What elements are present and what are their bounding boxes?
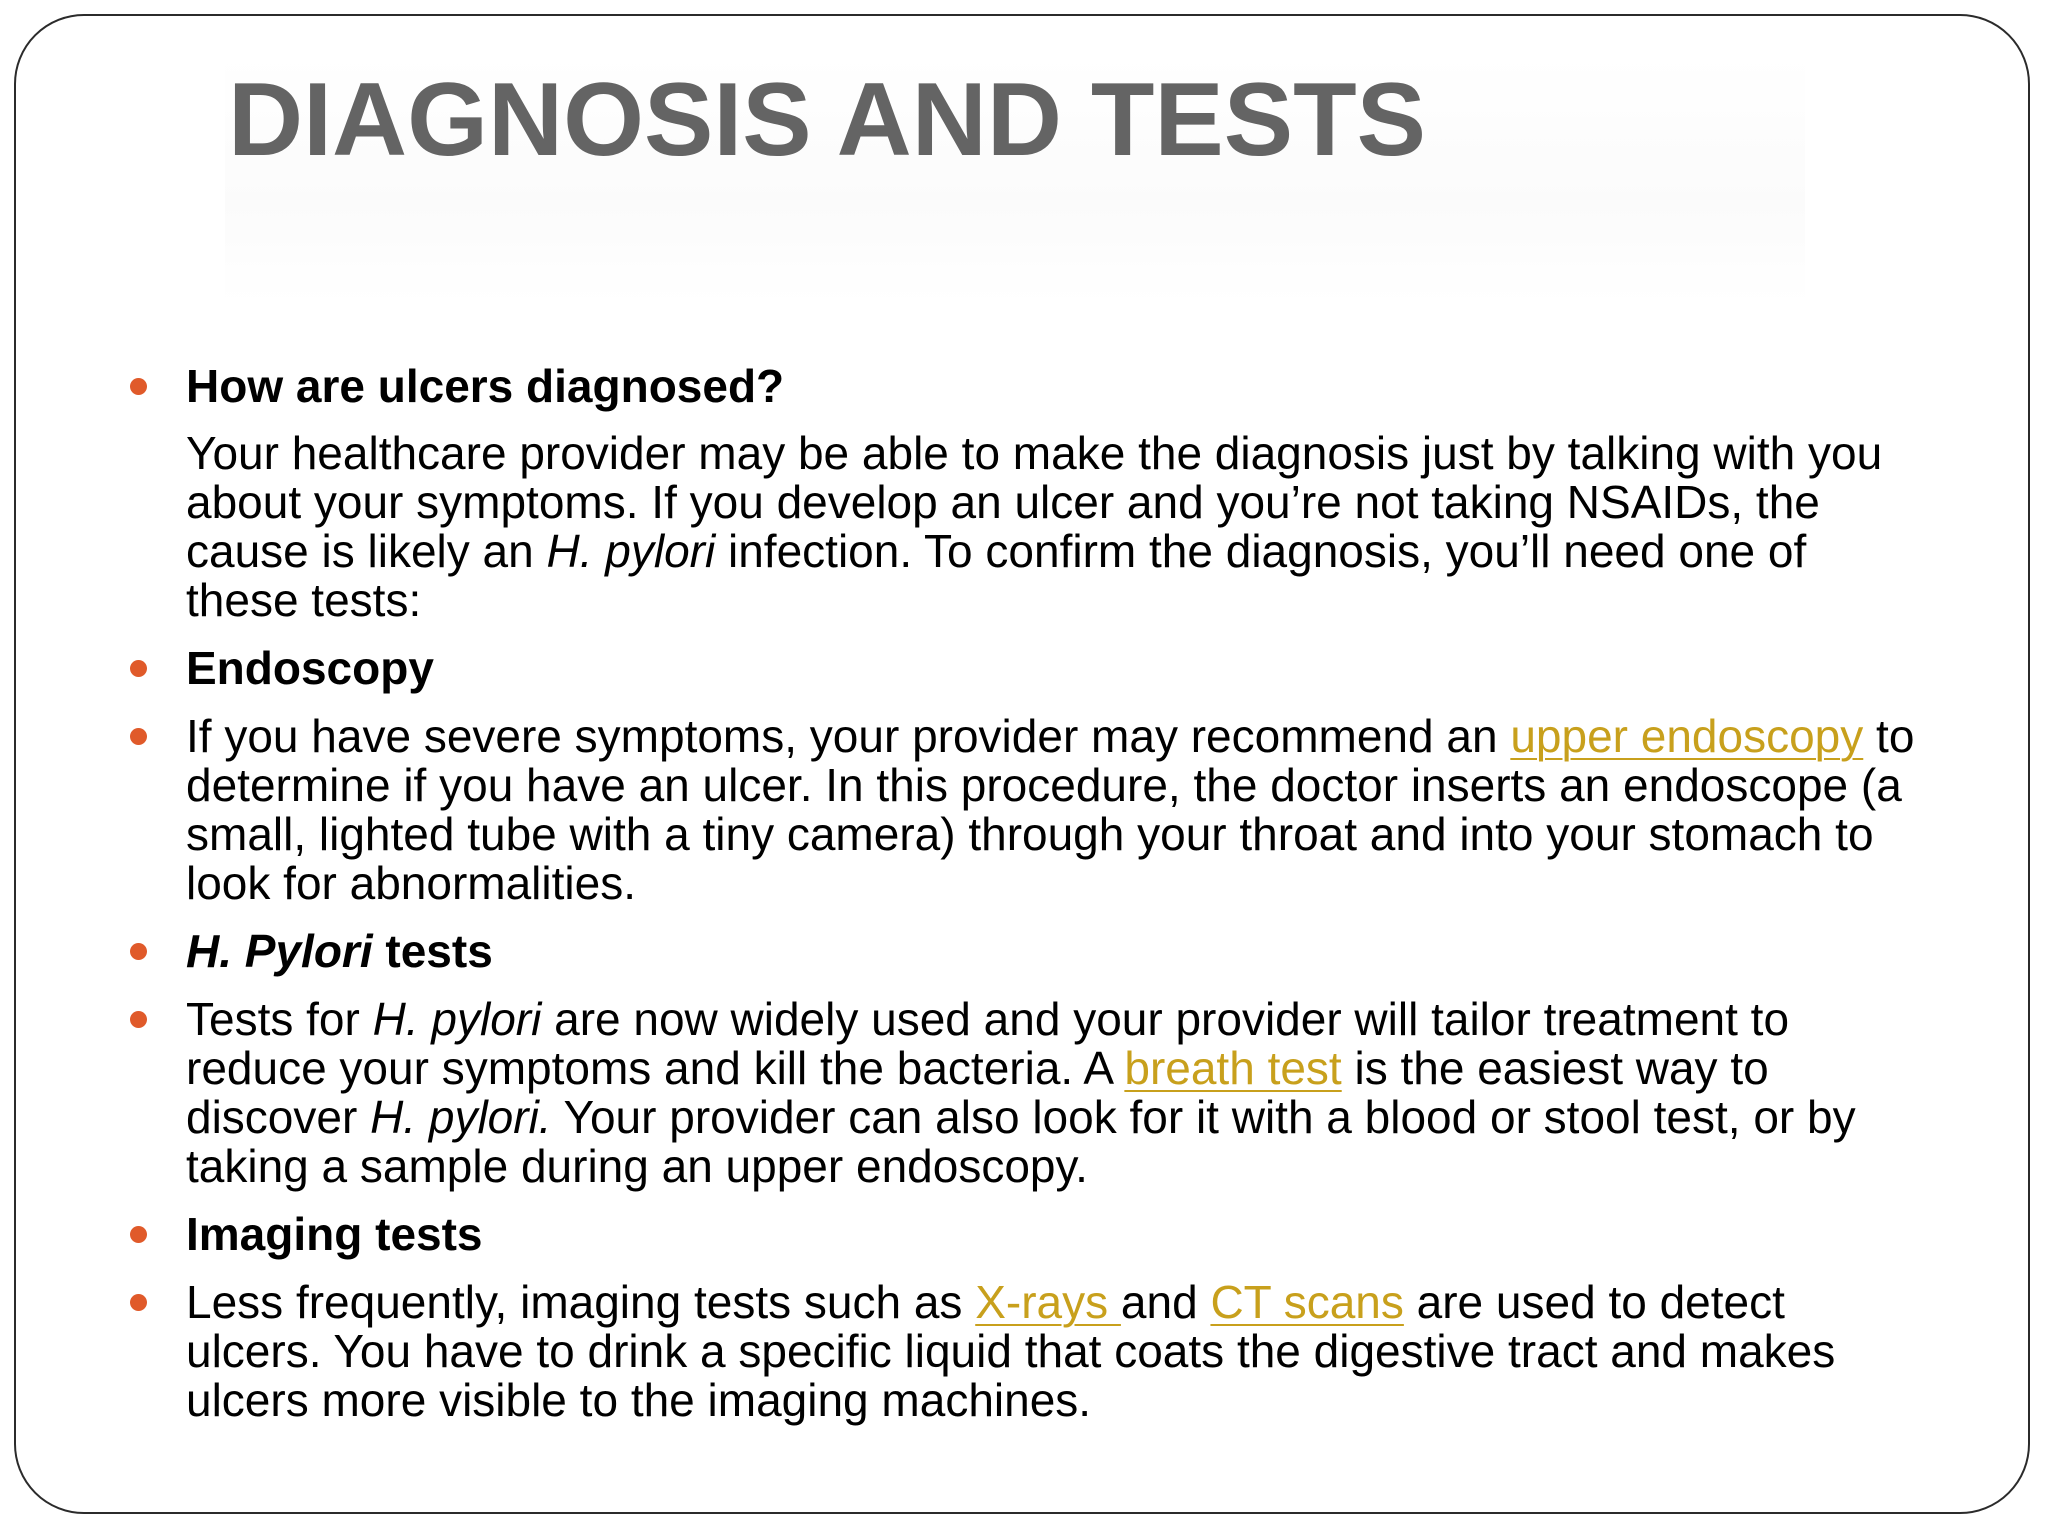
- slide-content: [128, 362, 1928, 1425]
- slide-title: DIAGNOSIS AND TESTS: [228, 62, 1427, 178]
- hpylori-text-1: Tests for: [186, 993, 373, 1045]
- heading-hpylori-em: H. Pylori: [186, 925, 373, 977]
- upper-endoscopy-link[interactable]: upper endoscopy: [1510, 710, 1864, 762]
- heading-how-diagnosed: How are ulcers diagnosed?: [186, 360, 785, 412]
- hpylori-text-3: is the easiest way to discover: [186, 1042, 1769, 1143]
- bullet-imaging-text: [128, 1278, 1928, 1425]
- ct-scans-link[interactable]: CT scans: [1210, 1276, 1404, 1328]
- x-rays-link[interactable]: X-rays: [975, 1276, 1121, 1328]
- heading-endoscopy: Endoscopy: [186, 642, 434, 694]
- hpylori-text-2: are now widely used and your provider will tailor treatment to reduce your symptoms and kill the bacteria. A: [186, 993, 1790, 1094]
- bullet-endoscopy-heading: [128, 644, 1928, 693]
- breath-test-link[interactable]: breath test: [1124, 1042, 1342, 1094]
- heading-imaging-tests: Imaging tests: [186, 1208, 483, 1260]
- bullet-hpylori-text: [128, 995, 1928, 1191]
- imaging-text-3: are used to detect ulcers. You have to drink a specific liquid that coats the digestive tract and makes ulcers more visible to the imaging machines.: [186, 1276, 1836, 1426]
- hpylori-em-2: H. pylori.: [370, 1091, 552, 1143]
- imaging-text-1: Less frequently, imaging tests such as: [186, 1276, 976, 1328]
- diagnosis-text-2: infection. To confirm the diagnosis, you’ll need one of these tests:: [186, 525, 1807, 626]
- diagnosis-em-hpylori: H. pylori: [546, 525, 716, 577]
- hpylori-text-4: Your provider can also look for it with a blood or stool test, or by taking a sample during an upper endoscopy.: [186, 1091, 1856, 1192]
- endoscopy-text-1: If you have severe symptoms, your provider may recommend an: [186, 710, 1511, 762]
- bullet-imaging-heading: [128, 1210, 1928, 1259]
- endoscopy-text-2: to determine if you have an ulcer. In this procedure, the doctor inserts an endoscope (a small, lighted tube with a tiny camera) through your throat and into your stomach to look for abnormalities.: [186, 710, 1915, 909]
- bullet-endoscopy-text: [128, 712, 1928, 908]
- paragraph-diagnosis: [128, 429, 1928, 625]
- imaging-text-2: and: [1120, 1276, 1211, 1328]
- bullet-hpylori-heading: [128, 927, 1928, 976]
- heading-hpylori-tests: tests: [372, 925, 493, 977]
- diagnosis-text-1: Your healthcare provider may be able to make the diagnosis just by talking with you about your symptoms. If you develop an ulcer and you’re not taking NSAIDs, the cause is likely an: [186, 427, 1883, 577]
- bullet-how-diagnosed: [128, 362, 1928, 411]
- hpylori-em-1: H. pylori: [372, 993, 542, 1045]
